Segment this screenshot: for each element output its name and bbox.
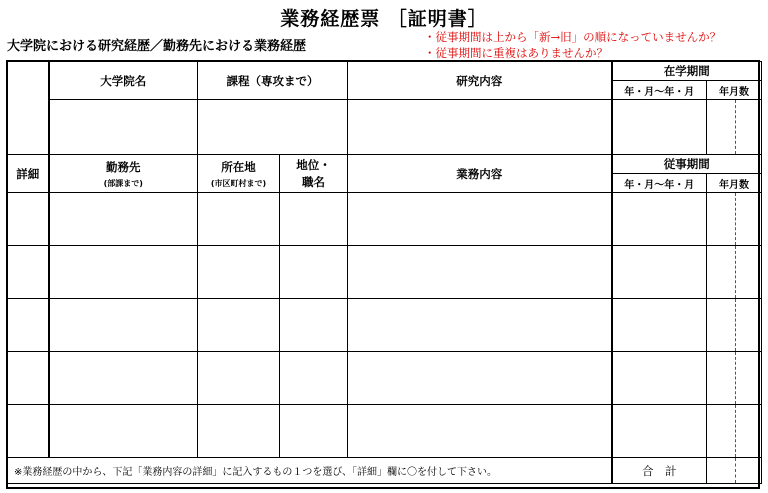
position-cell[interactable] xyxy=(280,246,348,299)
research-detail-blank xyxy=(8,62,49,155)
enrollment-duration-header: 年月数 xyxy=(707,81,762,100)
employer-cell[interactable] xyxy=(49,405,198,458)
course-cell[interactable] xyxy=(198,100,348,155)
enrollment-years-cell[interactable] xyxy=(707,100,736,155)
footer-instruction: ※業務経歴の中から、下記「業務内容の詳細」に記入するもの１つを選び、「詳細」欄に〇を付して下さい。 xyxy=(8,458,612,484)
work-years-cell[interactable] xyxy=(707,405,736,458)
work-years-cell[interactable] xyxy=(707,193,736,246)
work-months-cell[interactable] xyxy=(736,246,762,299)
employer-cell[interactable] xyxy=(49,352,198,405)
work-range-cell[interactable] xyxy=(612,299,707,352)
work-months-cell[interactable] xyxy=(736,405,762,458)
footer-row xyxy=(8,458,762,484)
work-range-cell[interactable] xyxy=(612,193,707,246)
position-cell[interactable] xyxy=(280,299,348,352)
total-months-cell[interactable] xyxy=(736,458,762,484)
employer-header xyxy=(49,155,198,193)
career-form-table xyxy=(7,61,762,484)
work-range-cell[interactable] xyxy=(612,246,707,299)
work-period-header: 従事期間 xyxy=(612,155,762,174)
location-cell[interactable] xyxy=(198,405,280,458)
detail-cell[interactable] xyxy=(8,193,49,246)
research-entry-row xyxy=(8,100,762,155)
work-years-cell[interactable] xyxy=(707,352,736,405)
research-header-row xyxy=(8,62,762,81)
work-content-cell[interactable] xyxy=(348,405,612,458)
work-header-row xyxy=(8,155,762,174)
detail-header: 詳細 xyxy=(8,155,49,193)
location-cell[interactable] xyxy=(198,299,280,352)
position-header: 地位・職名 xyxy=(280,155,348,193)
work-entry-row xyxy=(8,352,762,405)
location-header xyxy=(198,155,280,193)
work-entry-row xyxy=(8,193,762,246)
location-header-sub: (市区町村まで) xyxy=(210,178,267,188)
employer-cell[interactable] xyxy=(49,299,198,352)
section-subtitle: 大学院における研究経歴／勤務先における業務経歴 xyxy=(7,39,307,54)
position-cell[interactable] xyxy=(280,352,348,405)
work-duration-header: 年月数 xyxy=(707,174,762,193)
work-entry-row xyxy=(8,299,762,352)
work-months-cell[interactable] xyxy=(736,193,762,246)
university-cell[interactable] xyxy=(49,100,198,155)
total-years-cell[interactable] xyxy=(707,458,736,484)
position-cell[interactable] xyxy=(280,405,348,458)
work-content-cell[interactable] xyxy=(348,299,612,352)
work-entry-row xyxy=(8,405,762,458)
location-cell[interactable] xyxy=(198,246,280,299)
location-cell[interactable] xyxy=(198,193,280,246)
work-content-cell[interactable] xyxy=(348,246,612,299)
work-years-cell[interactable] xyxy=(707,246,736,299)
work-range-cell[interactable] xyxy=(612,405,707,458)
check-note-order: ・従事期間は上から「新→旧」の順になっていませんか？ xyxy=(424,30,722,44)
work-content-cell[interactable] xyxy=(348,352,612,405)
work-years-cell[interactable] xyxy=(707,299,736,352)
work-entry-row xyxy=(8,246,762,299)
check-note-overlap: ・従事期間に重複はありませんか？ xyxy=(424,46,608,60)
employer-cell[interactable] xyxy=(49,193,198,246)
work-content-cell[interactable] xyxy=(348,193,612,246)
detail-cell[interactable] xyxy=(8,246,49,299)
position-cell[interactable] xyxy=(280,193,348,246)
work-months-cell[interactable] xyxy=(736,352,762,405)
total-label: 合 計 xyxy=(612,458,707,484)
enrollment-months-cell[interactable] xyxy=(736,100,762,155)
enrollment-range-header: 年・月～年・月 xyxy=(612,81,707,100)
detail-cell[interactable] xyxy=(8,405,49,458)
document-title: 業務経歴票 ［証明書］ xyxy=(280,8,488,30)
work-content-header: 業務内容 xyxy=(348,155,612,193)
enrollment-period-header: 在学期間 xyxy=(612,62,762,81)
location-cell[interactable] xyxy=(198,352,280,405)
detail-cell[interactable] xyxy=(8,352,49,405)
research-content-header: 研究内容 xyxy=(348,62,612,100)
employer-header-sub: (部課まで) xyxy=(103,178,143,188)
work-range-header: 年・月～年・月 xyxy=(612,174,707,193)
research-content-cell[interactable] xyxy=(348,100,612,155)
location-header-label: 所在地 xyxy=(221,159,256,174)
detail-cell[interactable] xyxy=(8,299,49,352)
enrollment-range-cell[interactable] xyxy=(612,100,707,155)
employer-cell[interactable] xyxy=(49,246,198,299)
work-range-cell[interactable] xyxy=(612,352,707,405)
work-months-cell[interactable] xyxy=(736,299,762,352)
university-header: 大学院名 xyxy=(49,62,198,100)
course-header: 課程（専攻まで） xyxy=(198,62,348,100)
employer-header-label: 勤務先 xyxy=(106,159,141,174)
